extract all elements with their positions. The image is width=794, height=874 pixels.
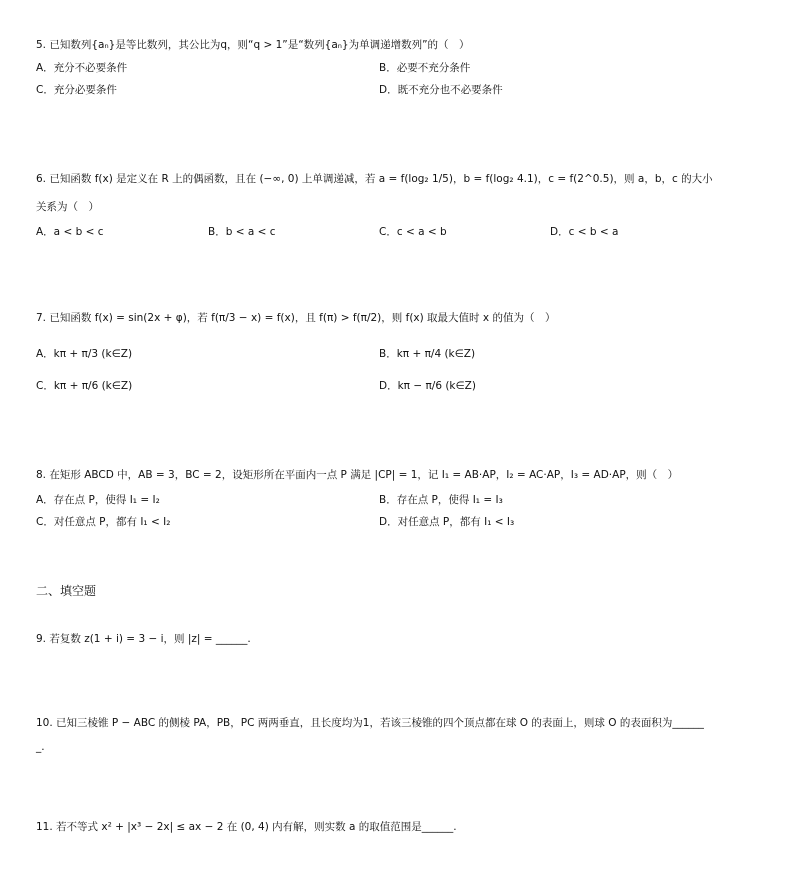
question-6-option-d: D．c < b < a [550, 226, 619, 238]
question-6-option-a: A．a < b < c [36, 226, 104, 238]
question-8-option-d: D．对任意点 P，都有 I₁ < I₃ [379, 516, 515, 528]
question-6-stem-continued: 关系为（ ） [36, 201, 99, 213]
question-8-options-row-2 [36, 514, 756, 530]
question-6 [36, 172, 774, 186]
question-5-options-row-2 [36, 82, 756, 98]
question-5 [36, 38, 774, 52]
question-7-option-b: B．kπ + π/4 (k∈Z) [379, 348, 476, 360]
question-5-option-c: C．充分必要条件 [36, 84, 117, 96]
question-6-option-b: B．b < a < c [208, 226, 276, 238]
question-7-option-d: D．kπ − π/6 (k∈Z) [379, 380, 476, 392]
question-9-stem: 9. 若复数 z(1 + i) = 3 − i，则 |z| = ______. [36, 633, 251, 645]
question-10-cont [36, 740, 774, 754]
question-6-cont [36, 200, 774, 214]
question-8-option-c: C．对任意点 P，都有 I₁ < I₂ [36, 516, 171, 528]
question-10-stem: 10. 已知三棱锥 P − ABC 的侧棱 PA，PB，PC 两两垂直，且长度均为1，若该三棱锥的四个顶点都在球 O 的表面上，则球 O 的表面积为______ [36, 717, 704, 729]
question-9 [36, 632, 774, 646]
question-8 [36, 468, 774, 482]
question-6-stem: 6. 已知函数 f(x) 是定义在 R 上的偶函数，且在 (−∞, 0) 上单调递减，若 a = f(log₂ 1/5)，b = f(log₂ 4.1)，c = f(2^0.5)，则 a，b，c 的大小 [36, 173, 713, 185]
question-7-options-row-1 [36, 346, 756, 362]
question-11 [36, 820, 774, 834]
question-5-option-d: D．既不充分也不必要条件 [379, 84, 503, 96]
question-5-stem: 5. 已知数列{aₙ}是等比数列，其公比为q，则“q > 1”是“数列{aₙ}为单调递增数列”的（ ） [36, 39, 470, 51]
question-8-option-a: A．存在点 P，使得 I₁ = I₂ [36, 494, 160, 506]
question-5-options-row-1 [36, 60, 756, 76]
question-8-options-row-1 [36, 492, 756, 508]
question-7 [36, 311, 774, 325]
question-5-option-b: B．必要不充分条件 [379, 62, 471, 74]
question-11-stem: 11. 若不等式 x² + |x³ − 2x| ≤ ax − 2 在 (0, 4) 内有解，则实数 a 的取值范围是______. [36, 821, 457, 833]
question-5-option-a: A．充分不必要条件 [36, 62, 128, 74]
question-10-stem-continued: _. [36, 741, 45, 753]
question-6-options [36, 224, 756, 240]
question-7-options-row-2 [36, 378, 756, 394]
section-title: 二、填空题 [36, 584, 97, 598]
question-10 [36, 716, 774, 730]
question-8-stem: 8. 在矩形 ABCD 中，AB = 3，BC = 2，设矩形所在平面内一点 P 满足 |CP| = 1，记 I₁ = AB·AP，I₂ = AC·AP，I₃ = AD·AP，则（ ） [36, 469, 679, 481]
question-7-stem: 7. 已知函数 f(x) = sin(2x + φ)，若 f(π/3 − x) = f(x)，且 f(π) > f(π/2)，则 f(x) 取最大值时 x 的值为（ ） [36, 312, 556, 324]
question-7-option-c: C．kπ + π/6 (k∈Z) [36, 380, 133, 392]
question-6-option-c: C．c < a < b [379, 226, 447, 238]
question-7-option-a: A．kπ + π/3 (k∈Z) [36, 348, 133, 360]
question-8-option-b: B．存在点 P，使得 I₁ = I₃ [379, 494, 503, 506]
